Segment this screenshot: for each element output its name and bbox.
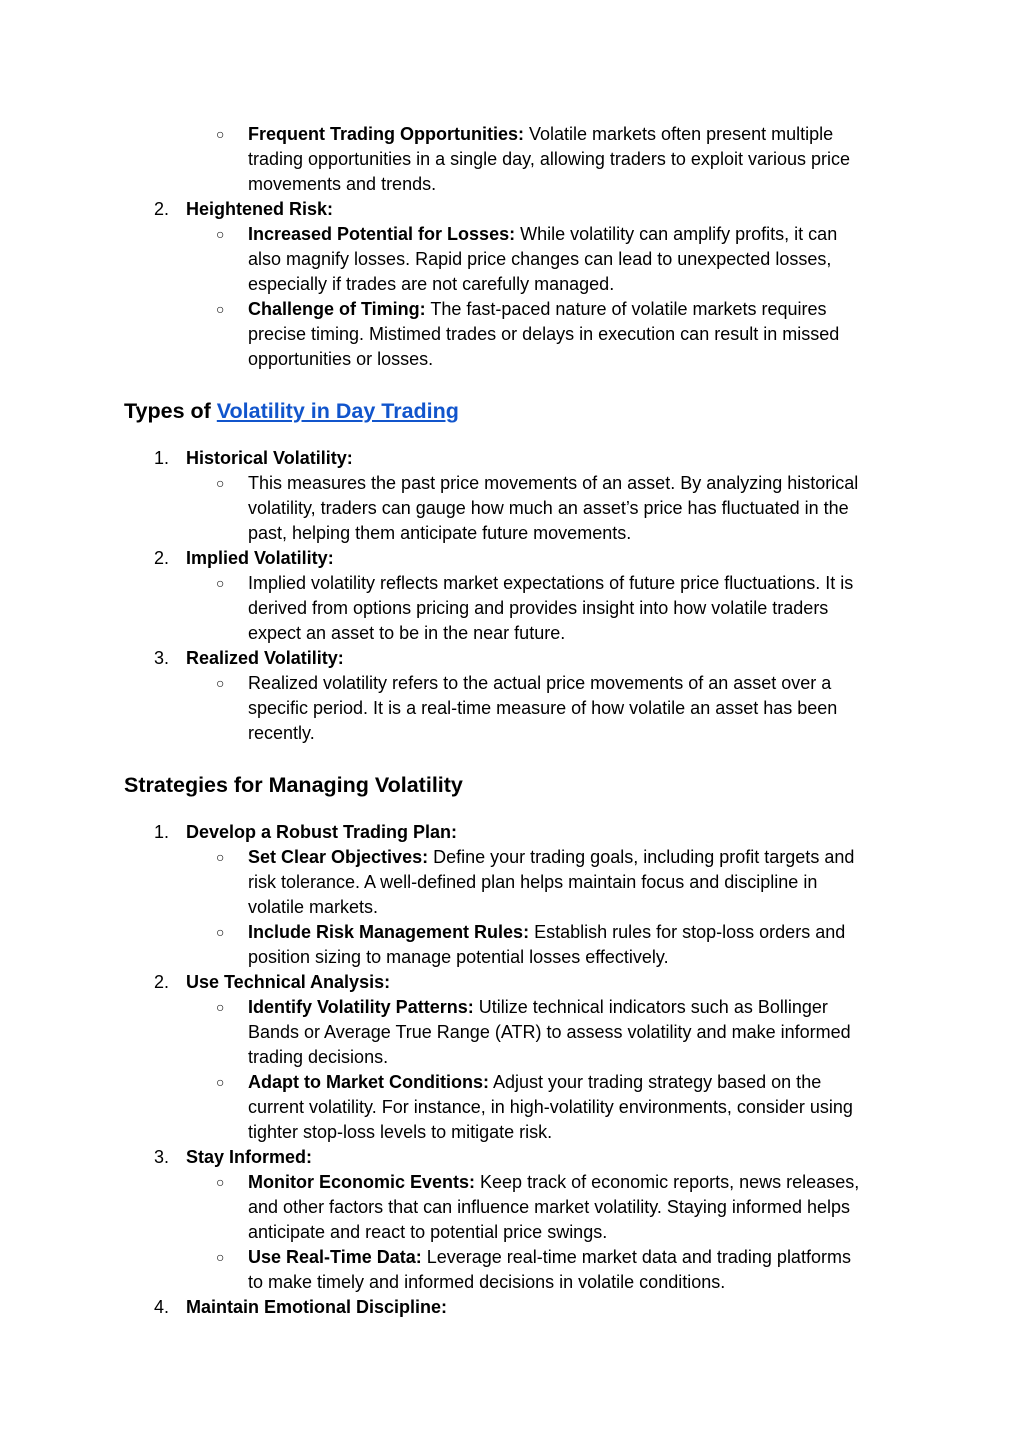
bullet-line [248,222,837,247]
bullet-term: Set Clear Objectives: [248,847,429,867]
bullet-term: Identify Volatility Patterns: [248,997,474,1017]
bullet-line: Implied volatility reflects market expectations of future price fluctuations. It is [248,573,854,593]
list-item-title-text: Realized Volatility: [186,648,344,668]
bullet-line [248,920,845,945]
list-item-title-text: Maintain Emotional Discipline: [186,1297,448,1317]
bullet-line: movements and trends. [248,174,437,194]
list-item-title [186,646,344,671]
list-item-title [186,1145,312,1170]
bullet-line: trading decisions. [248,1047,389,1067]
bullet-line [248,1070,821,1095]
bullet-line: recently. [248,723,315,743]
list-number: 1. [154,822,170,842]
section-heading-strategies: Strategies for Managing Volatility [124,773,463,797]
list-item-title [186,197,333,222]
list-item-title [186,546,334,571]
list-item-title [186,446,353,471]
bullet-line [248,1245,851,1270]
bullet-line: Realized volatility refers to the actual price movements of an asset over a [248,673,832,693]
list-number: 2. [154,972,170,992]
bullet-marker: ○ [216,1074,225,1090]
bullet-text: Define your trading goals, including profit targets and [428,847,855,867]
bullet-line: especially if trades are not carefully managed. [248,274,615,294]
list-item-title-text: Implied Volatility: [186,548,334,568]
bullet-line: tighter stop-loss levels to mitigate risk. [248,1122,553,1142]
bullet-marker: ○ [216,1174,225,1190]
section-heading-types [124,396,459,426]
bullet-line [248,845,854,870]
bullet-line [248,1170,859,1195]
bullet-marker: ○ [216,301,225,317]
list-item-title-text: Historical Volatility: [186,448,353,468]
bullet-marker: ○ [216,675,225,691]
list-item-title [186,820,457,845]
bullet-line: derived from options pricing and provides insight into how volatile traders [248,598,829,618]
list-item-title-text: Develop a Robust Trading Plan: [186,822,458,842]
bullet-line: volatility, traders can gauge how much an asset’s price has fluctuated in the [248,498,849,518]
heading-text: Types of [124,399,217,423]
bullet-line [248,297,827,322]
bullet-line: This measures the past price movements of an asset. By analyzing historical [248,473,859,493]
list-item-title-text: Use Technical Analysis: [186,972,391,992]
list-item-title-text: Stay Informed: [186,1147,313,1167]
bullet-line: and other factors that can influence market volatility. Staying informed helps [248,1197,850,1217]
list-number: 3. [154,1147,170,1167]
bullet-line: Bands or Average True Range (ATR) to assess volatility and make informed [248,1022,851,1042]
list-item-title-text: Heightened Risk: [186,199,334,219]
bullet-line: current volatility. For instance, in high-volatility environments, consider using [248,1097,853,1117]
bullet-text: The fast-paced nature of volatile markets requires [425,299,827,319]
list-number: 3. [154,648,170,668]
list-number: 2. [154,199,170,219]
bullet-term: Include Risk Management Rules: [248,922,530,942]
bullet-marker: ○ [216,1249,225,1265]
bullet-marker: ○ [216,475,225,491]
bullet-term: Adapt to Market Conditions: [248,1072,489,1092]
bullet-term: Frequent Trading Opportunities: [248,124,524,144]
bullet-term: Challenge of Timing: [248,299,426,319]
bullet-text: While volatility can amplify profits, it can [515,224,838,244]
bullet-term: Increased Potential for Losses: [248,224,516,244]
bullet-line [248,995,828,1020]
bullet-line [248,122,833,147]
bullet-marker: ○ [216,999,225,1015]
bullet-term: Use Real-Time Data: [248,1247,422,1267]
bullet-marker: ○ [216,126,225,142]
bullet-line: trading opportunities in a single day, allowing traders to exploit various price [248,149,850,169]
bullet-text: Leverage real-time market data and trading platforms [421,1247,851,1267]
bullet-line: specific period. It is a real-time measure of how volatile an asset has been [248,698,838,718]
bullet-line: to make timely and informed decisions in volatile conditions. [248,1272,726,1292]
bullet-marker: ○ [216,226,225,242]
bullet-term: Monitor Economic Events: [248,1172,476,1192]
list-number: 2. [154,548,170,568]
bullet-line: opportunities or losses. [248,349,434,369]
bullet-text: Establish rules for stop-loss orders and [529,922,846,942]
bullet-line: precise timing. Mistimed trades or delays in execution can result in missed [248,324,840,344]
bullet-line: anticipate and react to potential price swings. [248,1222,608,1242]
bullet-line: volatile markets. [248,897,379,917]
bullet-line: past, helping them anticipate future movements. [248,523,632,543]
bullet-marker: ○ [216,924,225,940]
bullet-text: Utilize technical indicators such as Bollinger [473,997,828,1017]
bullet-line: risk tolerance. A well-defined plan helps maintain focus and discipline in [248,872,818,892]
volatility-day-trading-link[interactable]: Volatility in Day Trading [216,399,459,423]
list-item-title [186,970,390,995]
list-number: 1. [154,448,170,468]
bullet-line: position sizing to manage potential losses effectively. [248,947,669,967]
bullet-text: Volatile markets often present multiple [524,124,834,144]
bullet-text: Keep track of economic reports, news releases, [475,1172,860,1192]
list-number: 4. [154,1297,170,1317]
bullet-text: Adjust your trading strategy based on the [489,1072,822,1092]
bullet-marker: ○ [216,849,225,865]
bullet-line: expect an asset to be in the near future. [248,623,566,643]
bullet-line: also magnify losses. Rapid price changes can lead to unexpected losses, [248,249,832,269]
list-item-title [186,1295,447,1320]
bullet-marker: ○ [216,575,225,591]
